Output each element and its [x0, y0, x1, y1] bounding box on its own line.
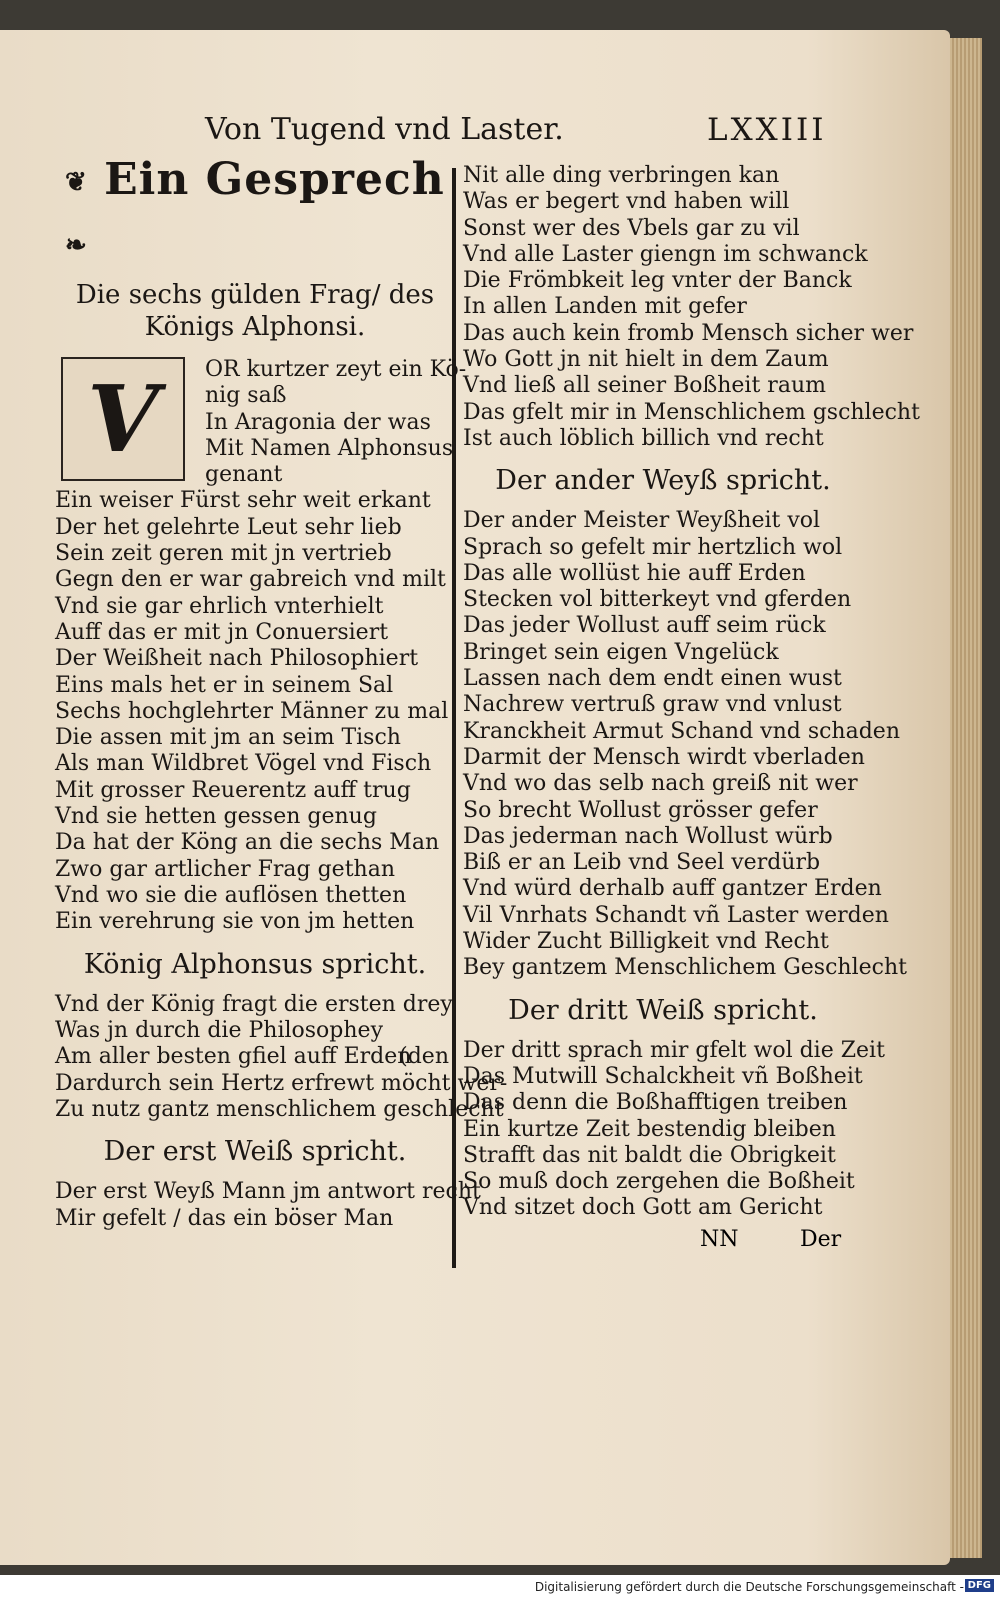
verse-line: OR kurtzer zeyt ein Kö- [205, 357, 467, 382]
verse-line: In allen Landen mit gefer [463, 294, 747, 320]
verse-line: Der erst Weyß Mann jm antwort recht [55, 1179, 481, 1205]
verse-line: Wo Gott jn nit hielt in dem Zaum [463, 347, 829, 373]
verse-line: So brecht Wollust grösser gefer [463, 797, 818, 823]
verse-line: Vnd der König fragt die ersten drey [55, 991, 453, 1017]
verse-block [463, 508, 907, 981]
verse-line: Der dritt sprach mir gfelt wol die Zeit [463, 1037, 885, 1063]
verse-line: So muß doch zergehen die Boßheit [463, 1169, 855, 1195]
section-heading: Der erst Weiß spricht. [103, 1136, 407, 1168]
verse-line: Vnd wo das selb nach greiß nit wer [463, 771, 858, 797]
verse-line: Das jederman nach Wollust würb [463, 823, 833, 849]
verse-line: Ein verehrung sie von jm hetten [55, 909, 415, 935]
footer-text: Digitalisierung gefördert durch die Deutsche Forschungsgemeinschaft - [534, 1580, 964, 1594]
verse-line: Vil Vnrhats Schandt vñ Laster werden [463, 902, 889, 928]
initial-lines [205, 357, 466, 488]
dfg-logo: DFG [965, 1579, 994, 1592]
decorated-initial: V [61, 357, 185, 481]
verse-line: Dardurch sein Hertz erfrewt möcht wer- [55, 1070, 508, 1096]
verse-line: Vnd alle Laster giengn im schwanck [463, 241, 868, 267]
left-column [55, 150, 508, 1232]
section-heading: König Alphonsus spricht. [83, 948, 427, 980]
verse-line: Am aller besten gfiel auff Erden [55, 1044, 412, 1070]
turnover-word: (den [399, 1044, 449, 1070]
verse-line: Nit alle ding verbringen kan [463, 163, 780, 188]
verse-line: Mit grosser Reuerentz auff trug [55, 777, 411, 803]
verse-line: Bey gantzem Menschlichem Geschlecht [463, 955, 907, 981]
verse-line: Ein weiser Fürst sehr weit erkant [55, 488, 431, 514]
verse-line: Auff das er mit jn Conuersiert [55, 619, 389, 645]
verse-line: Der Weißheit nach Philosophiert [55, 646, 419, 672]
right-column [463, 163, 920, 1222]
verse-line: Sein zeit geren mit jn vertrieb [55, 541, 392, 567]
verse-line: Zwo gar artlicher Frag gethan [55, 856, 396, 882]
verse-line: nig saß [205, 383, 287, 409]
verse-line: Zu nutz gantz menschlichem geschlecht [55, 1097, 504, 1123]
catchword: Der [800, 1227, 842, 1252]
title-text: Ein Gesprech [104, 154, 445, 205]
verse-line: Sechs hochglehrter Männer zu mal [55, 698, 449, 724]
verse-line: Ist auch löblich billich vnd recht [463, 425, 824, 451]
verse-line: Vnd würd derhalb auff gantzer Erden [463, 876, 882, 902]
verse-line: Darmit der Mensch wirdt vberladen [463, 744, 865, 770]
verse-line: Vnd sie gar ehrlich vnterhielt [55, 593, 384, 619]
verse-line: Die Frömbkeit leg vnter der Banck [463, 268, 852, 294]
verse-block [463, 1037, 885, 1222]
verse-line: Was jn durch die Philosophey [55, 1017, 383, 1043]
verse-line: Bringet sein eigen Vngelück [463, 639, 779, 665]
verse-line: Das gfelt mir in Menschlichem gschlecht [463, 399, 920, 425]
verse-line: Nachrew vertruß graw vnd vnlust [463, 692, 842, 718]
verse-block [55, 488, 455, 935]
verse-line: Das denn die Boßhafftigen treiben [463, 1090, 848, 1116]
digitization-footer [0, 1575, 1000, 1598]
verse-line: Das auch kein fromb Mensch sicher wer [463, 320, 914, 346]
verse-line: In Aragonia der was [205, 409, 431, 435]
verse-line: Wider Zucht Billigkeit vnd Recht [463, 929, 829, 955]
page-edges [950, 38, 982, 1558]
verse-line: Mir gefelt / das ein böser Man [55, 1205, 394, 1231]
subtitle-line: Königs Alphonsi. [144, 312, 366, 342]
verse-line: Biß er an Leib vnd Seel verdürb [463, 850, 821, 876]
verse-line: Die assen mit jm an seim Tisch [55, 725, 401, 751]
section-heading: Der dritt Weiß spricht. [508, 994, 818, 1026]
fleuron-left-icon: ❦ [65, 167, 88, 198]
verse-block [55, 1179, 481, 1232]
verse-line: Strafft das nit baldt die Obrigkeit [463, 1142, 836, 1168]
verse-line: Vnd sitzet doch Gott am Gericht [463, 1195, 823, 1221]
verse-line: genant [205, 462, 283, 488]
verse-line: Vnd ließ all seiner Boßheit raum [463, 373, 826, 399]
verse-block [463, 163, 920, 452]
verse-line: Ein kurtze Zeit bestendig bleiben [463, 1116, 836, 1142]
signature-mark: NN [700, 1227, 739, 1252]
verse-line: Eins mals het er in seinem Sal [55, 672, 394, 698]
verse-line: Das jeder Wollust auff seim rück [463, 613, 826, 639]
verse-line: Was er begert vnd haben will [463, 189, 790, 215]
verse-line: Vnd sie hetten gessen genug [55, 804, 377, 830]
section-heading: Der ander Weyß spricht. [495, 465, 831, 497]
verse-line: Der ander Meister Weyßheit vol [463, 508, 821, 534]
verse-line: Das alle wollüst hie auff Erden [463, 560, 806, 586]
subtitle-line: Die sechs gülden Frag/ des [75, 280, 435, 310]
verse-line: Gegn den er war gabreich vnd milt [55, 567, 446, 593]
verse-block [55, 991, 508, 1124]
verse-line: Da hat der Köng an die sechs Man [55, 830, 440, 856]
verse-line: Sprach so gefelt mir hertzlich wol [463, 534, 843, 560]
running-head: Von Tugend vnd Laster. [205, 112, 564, 147]
verse-line: Mit Namen Alphonsus [205, 435, 454, 461]
verse-line: Lassen nach dem endt einen wust [463, 666, 842, 692]
verse-line: Stecken vol bitterkeyt vnd gferden [463, 587, 852, 613]
verse-line: Kranckheit Armut Schand vnd schaden [463, 718, 900, 744]
subtitle [55, 279, 455, 343]
verse-line: Als man Wildbret Vögel vnd Fisch [55, 751, 432, 777]
verse-line: Das Mutwill Schalckheit vñ Boßheit [463, 1063, 863, 1089]
folio-number: LXXIII [707, 112, 827, 148]
fleuron-right-icon: ❧ [65, 230, 88, 260]
verse-line: Der het gelehrte Leut sehr lieb [55, 514, 402, 540]
page-title [65, 150, 455, 275]
verse-line: Sonst wer des Vbels gar zu vil [463, 215, 800, 241]
opening-block [55, 357, 467, 488]
verse-line: Vnd wo sie die auflösen thetten [55, 882, 407, 908]
